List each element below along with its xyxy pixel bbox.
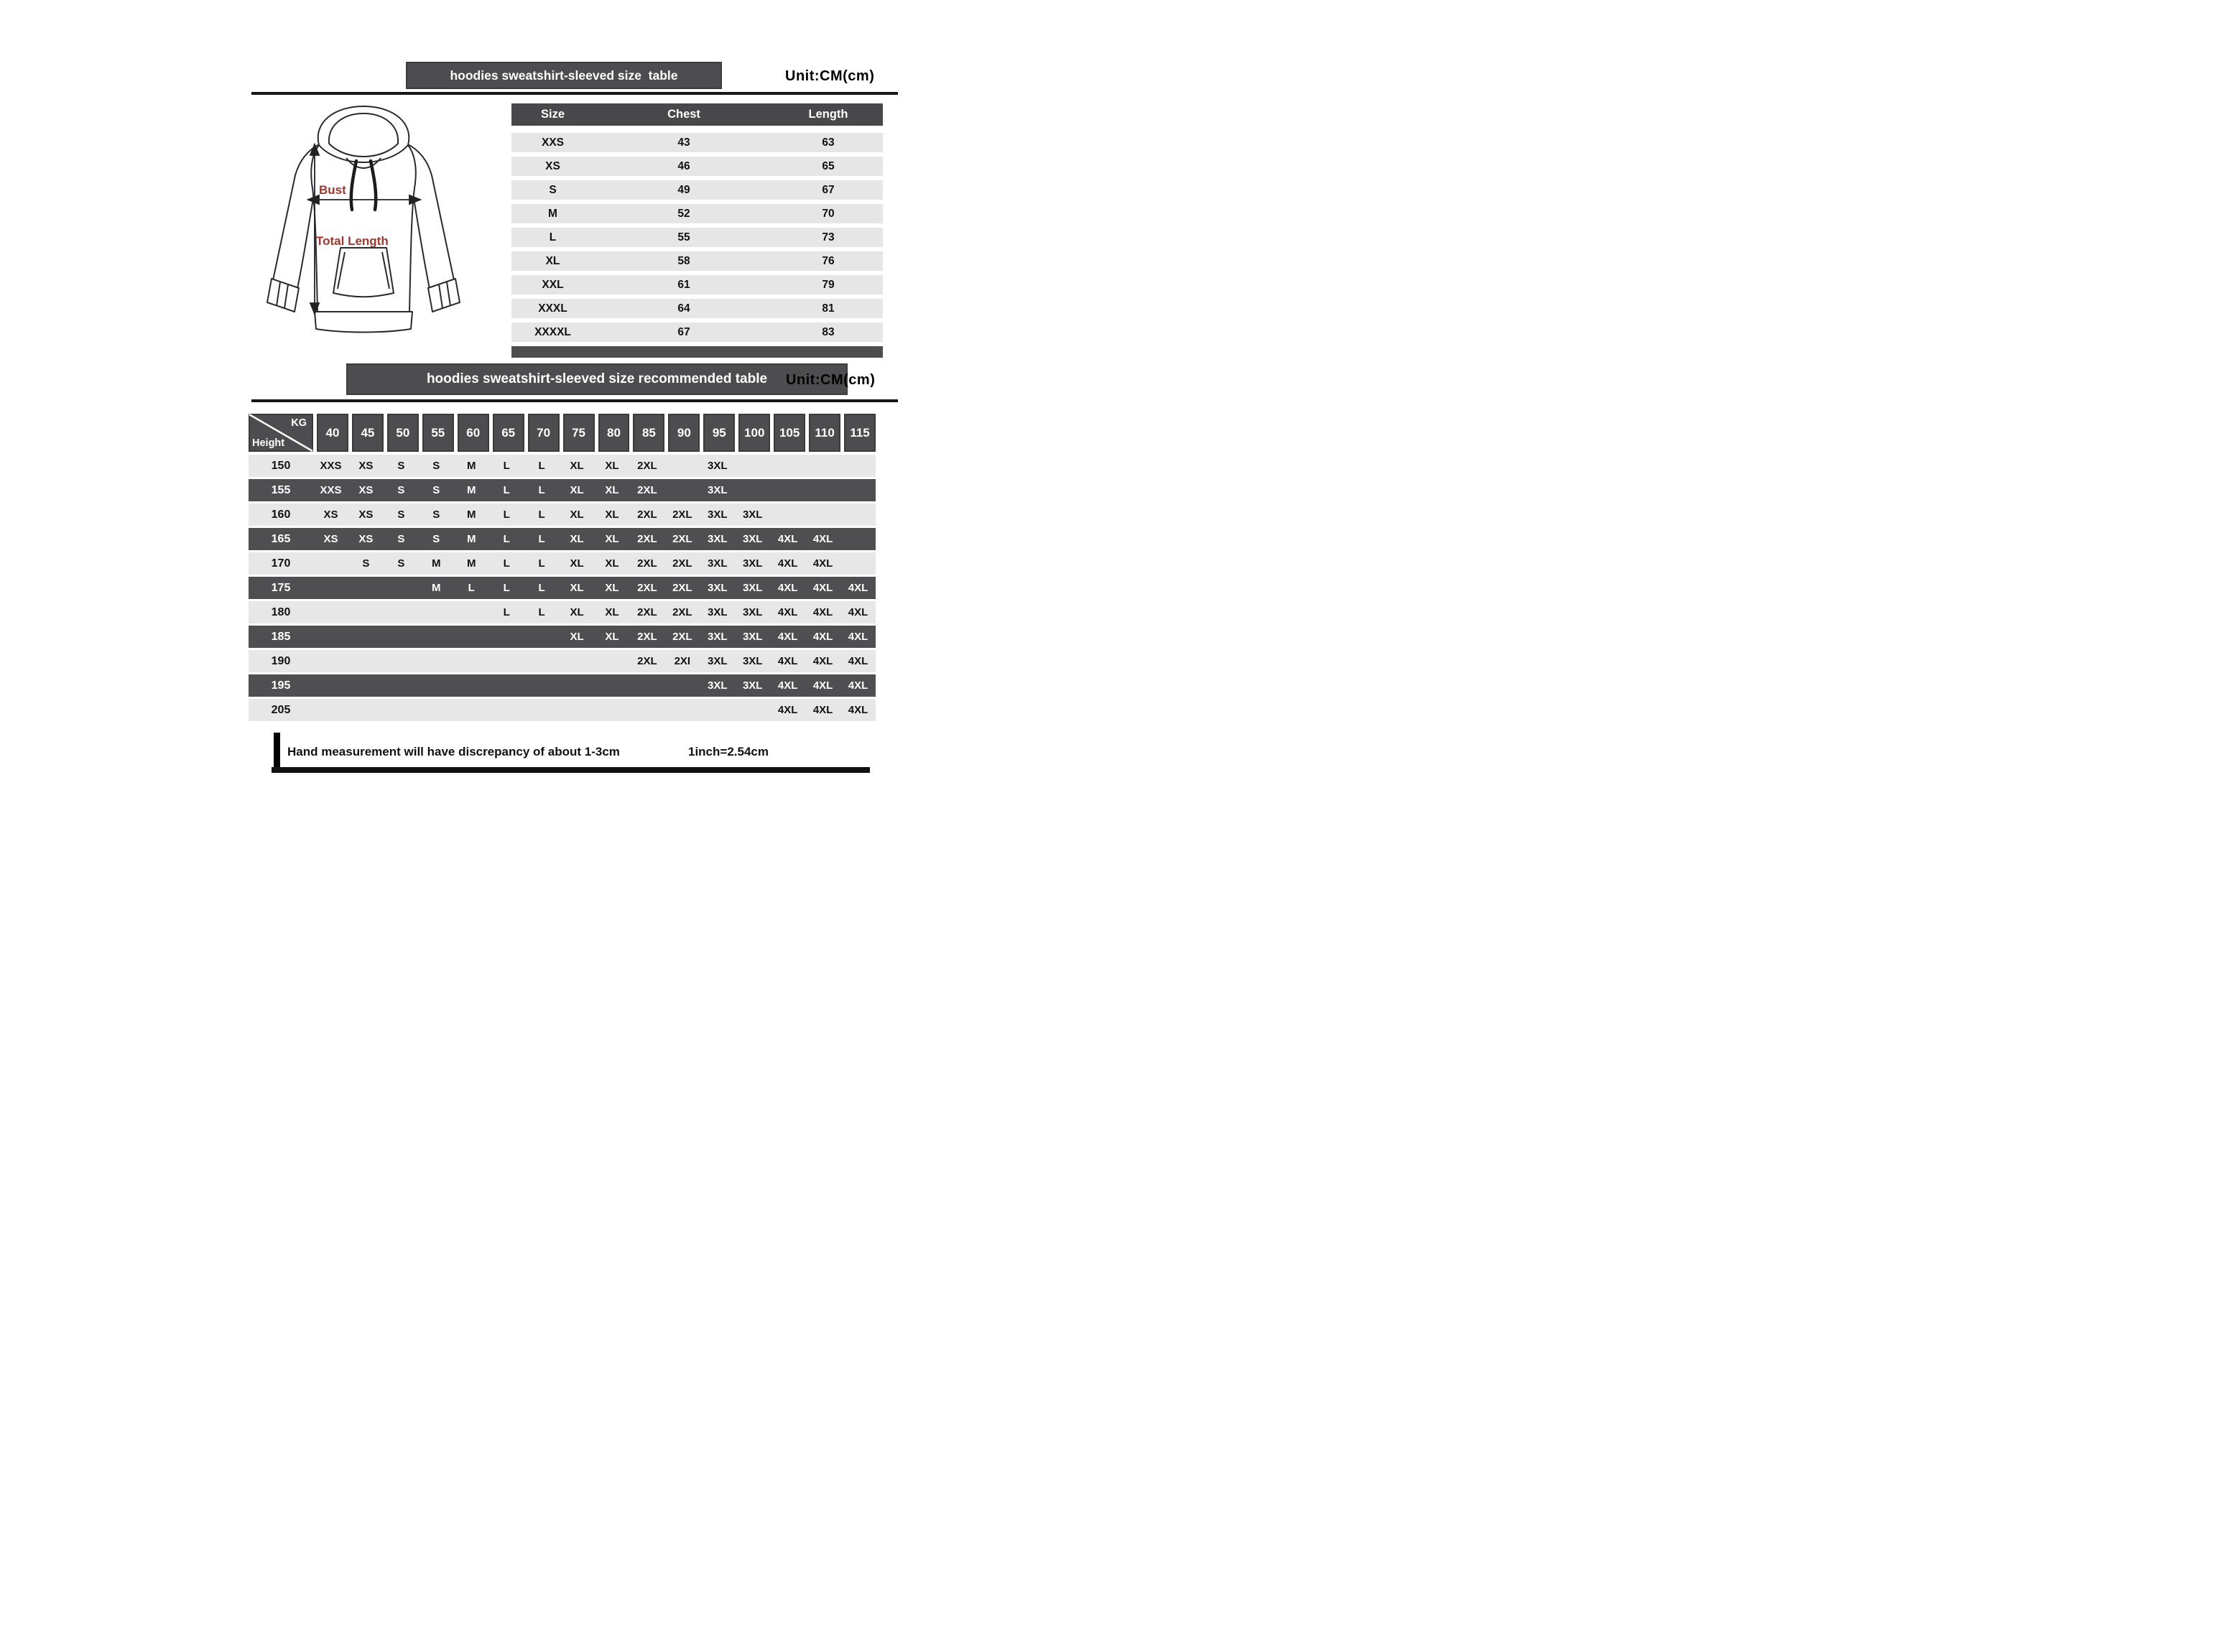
weight-header-90: 90 bbox=[668, 414, 700, 452]
recommended-size-cell: XL bbox=[605, 631, 619, 643]
size-table-row bbox=[511, 322, 883, 342]
size-table-row bbox=[511, 157, 883, 176]
hoodie-drawing bbox=[263, 101, 464, 348]
recommended-size-cell: 4XL bbox=[777, 533, 798, 545]
recommended-size-cell: M bbox=[432, 582, 441, 594]
size-cell: S bbox=[549, 183, 557, 196]
recommended-size-cell: XL bbox=[570, 631, 584, 643]
recommended-size-cell: XL bbox=[605, 460, 619, 472]
recommended-size-cell: 4XL bbox=[777, 606, 798, 618]
recommended-size-cell: L bbox=[538, 606, 545, 618]
recommended-size-cell: XL bbox=[570, 533, 584, 545]
recommended-size-cell: 3XL bbox=[708, 606, 728, 618]
recommended-size-cell: S bbox=[397, 509, 405, 521]
size-table-body bbox=[511, 133, 883, 342]
recommended-size-cell: L bbox=[538, 484, 545, 496]
size-table-header bbox=[511, 103, 883, 126]
height-label: 170 bbox=[271, 557, 291, 570]
chest-cell: 67 bbox=[677, 325, 690, 338]
matrix-row-height-170 bbox=[249, 552, 876, 575]
recommended-size-cell: 3XL bbox=[708, 509, 728, 521]
matrix-corner-cell bbox=[249, 414, 313, 452]
size-cell: L bbox=[549, 231, 557, 243]
recommended-size-cell: L bbox=[503, 460, 510, 472]
recommended-size-cell: S bbox=[432, 460, 440, 472]
recommended-size-cell: 4XL bbox=[848, 582, 868, 594]
recommended-size-cell: 2XL bbox=[637, 631, 657, 643]
recommended-size-cell: XL bbox=[605, 557, 619, 570]
recommended-size-cell: 3XL bbox=[742, 509, 763, 521]
chest-cell: 46 bbox=[677, 159, 690, 172]
size-table-row bbox=[511, 133, 883, 152]
size-cell: XXXXL bbox=[534, 325, 571, 338]
column-header-size: Size bbox=[540, 108, 565, 121]
weight-header-105: 105 bbox=[774, 414, 805, 452]
recommended-size-cell: XXS bbox=[320, 460, 342, 472]
recommended-size-cell: 2XL bbox=[637, 533, 657, 545]
recommended-size-cell: L bbox=[503, 606, 510, 618]
recommended-size-cell: L bbox=[538, 460, 545, 472]
recommended-table-unit: Unit:CM(cm) bbox=[786, 372, 876, 388]
recommended-size-cell: L bbox=[503, 533, 510, 545]
size-cell: XXL bbox=[542, 278, 564, 291]
size-table-row bbox=[511, 275, 883, 294]
recommended-size-cell: 4XL bbox=[812, 533, 833, 545]
recommended-size-cell: 4XL bbox=[812, 704, 833, 716]
length-cell: 76 bbox=[822, 254, 835, 267]
size-table-row bbox=[511, 204, 883, 223]
recommended-size-cell: XXS bbox=[320, 484, 342, 496]
matrix-row-height-160 bbox=[249, 504, 876, 526]
hoodie-hood bbox=[318, 106, 409, 162]
recommended-table-title: hoodies sweatshirt-sleeved size recommended table bbox=[346, 363, 848, 395]
recommended-size-cell: 2XL bbox=[637, 557, 657, 570]
recommended-size-cell: XS bbox=[323, 509, 338, 521]
matrix-row-height-205 bbox=[249, 699, 876, 721]
recommended-size-cell: 3XL bbox=[742, 533, 763, 545]
recommended-size-cell: 3XL bbox=[708, 484, 728, 496]
recommended-size-cell: 2XL bbox=[672, 557, 692, 570]
recommended-size-cell: S bbox=[397, 460, 405, 472]
recommended-size-cell: 4XL bbox=[777, 582, 798, 594]
size-table-unit: Unit:CM(cm) bbox=[785, 68, 875, 84]
chest-cell: 61 bbox=[677, 278, 690, 291]
chest-cell: 49 bbox=[677, 183, 690, 196]
recommended-size-cell: XL bbox=[605, 606, 619, 618]
matrix-row-height-190 bbox=[249, 650, 876, 672]
recommended-size-cell: XL bbox=[570, 484, 584, 496]
weight-header-110: 110 bbox=[809, 414, 840, 452]
recommended-size-cell: XL bbox=[605, 533, 619, 545]
chest-cell: 64 bbox=[677, 302, 690, 315]
matrix-row-height-175 bbox=[249, 577, 876, 599]
recommended-size-cell: XL bbox=[605, 509, 619, 521]
length-cell: 65 bbox=[822, 159, 835, 172]
size-chart-page bbox=[0, 0, 1115, 826]
recommended-size-cell: 2XI bbox=[674, 655, 691, 667]
recommended-size-cell: 2XL bbox=[672, 631, 692, 643]
recommended-size-cell: XL bbox=[570, 557, 584, 570]
recommended-size-cell: 4XL bbox=[777, 655, 798, 667]
corner-height-label: Height bbox=[252, 437, 285, 449]
recommended-size-cell: 2XL bbox=[672, 582, 692, 594]
recommended-size-cell: XS bbox=[358, 460, 374, 472]
size-cell: M bbox=[548, 207, 557, 220]
weight-header-100: 100 bbox=[738, 414, 770, 452]
recommended-size-cell: XS bbox=[358, 533, 374, 545]
recommended-size-cell: 4XL bbox=[777, 557, 798, 570]
size-table-row bbox=[511, 251, 883, 271]
height-label: 160 bbox=[271, 508, 291, 521]
recommended-size-cell: 3XL bbox=[708, 460, 728, 472]
height-label: 190 bbox=[271, 654, 291, 667]
recommended-size-cell: 2XL bbox=[672, 509, 692, 521]
recommended-size-cell: 3XL bbox=[708, 557, 728, 570]
length-cell: 63 bbox=[822, 136, 835, 149]
recommended-size-cell: XL bbox=[570, 582, 584, 594]
recommended-size-cell: L bbox=[503, 484, 510, 496]
recommended-size-cell: 4XL bbox=[777, 679, 798, 692]
recommended-size-cell: S bbox=[432, 484, 440, 496]
weight-header-50: 50 bbox=[387, 414, 419, 452]
recommended-size-cell: L bbox=[503, 557, 510, 570]
recommended-size-cell: 4XL bbox=[777, 631, 798, 643]
recommended-size-cell: 4XL bbox=[848, 631, 868, 643]
recommended-size-cell: 3XL bbox=[742, 557, 763, 570]
recommended-size-cell: 4XL bbox=[812, 606, 833, 618]
weight-header-45: 45 bbox=[352, 414, 384, 452]
weight-header-115: 115 bbox=[844, 414, 876, 452]
weight-header-55: 55 bbox=[422, 414, 454, 452]
recommended-size-cell: L bbox=[503, 509, 510, 521]
height-label: 205 bbox=[271, 703, 291, 716]
recommended-size-cell: L bbox=[538, 582, 545, 594]
corner-kg-label: KG bbox=[291, 417, 307, 429]
recommended-size-cell: XL bbox=[605, 582, 619, 594]
recommended-size-cell: 4XL bbox=[848, 704, 868, 716]
recommended-size-cell: 2XL bbox=[637, 655, 657, 667]
matrix-row-height-155 bbox=[249, 479, 876, 501]
height-label: 150 bbox=[271, 459, 291, 472]
size-table-row bbox=[511, 228, 883, 247]
recommended-size-cell: 2XL bbox=[637, 606, 657, 618]
recommended-size-cell: S bbox=[397, 484, 405, 496]
recommended-size-cell: XL bbox=[570, 509, 584, 521]
recommended-size-cell: S bbox=[362, 557, 370, 570]
chest-cell: 58 bbox=[677, 254, 690, 267]
recommended-size-cell: 4XL bbox=[812, 679, 833, 692]
recommended-size-cell: 3XL bbox=[708, 679, 728, 692]
recommended-size-cell: 4XL bbox=[848, 679, 868, 692]
length-cell: 79 bbox=[822, 278, 835, 291]
size-table-title: hoodies sweatshirt-sleeved size table bbox=[406, 62, 722, 89]
recommended-size-cell: 4XL bbox=[812, 582, 833, 594]
recommended-size-cell: S bbox=[397, 533, 405, 545]
length-cell: 83 bbox=[822, 325, 835, 338]
divider-line bbox=[251, 92, 898, 95]
hoodie-pocket bbox=[333, 248, 394, 297]
matrix-row-height-165 bbox=[249, 528, 876, 550]
size-table-row bbox=[511, 180, 883, 200]
recommended-size-cell: 3XL bbox=[708, 582, 728, 594]
recommended-size-cell: 4XL bbox=[777, 704, 798, 716]
recommended-size-cell: XS bbox=[358, 509, 374, 521]
recommended-size-cell: 3XL bbox=[742, 679, 763, 692]
height-label: 165 bbox=[271, 532, 291, 545]
recommended-size-cell: 2XL bbox=[637, 582, 657, 594]
chest-cell: 52 bbox=[677, 207, 690, 220]
recommended-size-cell: 4XL bbox=[812, 655, 833, 667]
total-length-label: Total Length bbox=[316, 234, 389, 248]
recommended-size-cell: S bbox=[432, 533, 440, 545]
matrix-row-height-180 bbox=[249, 601, 876, 623]
size-cell: XS bbox=[545, 159, 560, 172]
footer-underline bbox=[272, 767, 870, 773]
recommended-size-cell: 2XL bbox=[637, 460, 657, 472]
bust-label: Bust bbox=[319, 183, 346, 197]
weight-header-85: 85 bbox=[633, 414, 664, 452]
recommended-size-cell: S bbox=[432, 509, 440, 521]
weight-header-40: 40 bbox=[317, 414, 348, 452]
recommended-size-cell: 2XL bbox=[637, 509, 657, 521]
recommended-size-cell: 3XL bbox=[708, 533, 728, 545]
recommended-size-cell: XS bbox=[358, 484, 374, 496]
recommended-size-cell: XL bbox=[605, 484, 619, 496]
height-label: 175 bbox=[271, 581, 291, 594]
recommended-size-cell: XS bbox=[323, 533, 338, 545]
divider-line bbox=[251, 399, 898, 402]
matrix-header-row bbox=[249, 414, 876, 452]
recommended-size-cell: 4XL bbox=[812, 631, 833, 643]
weight-header-75: 75 bbox=[563, 414, 595, 452]
recommended-size-cell: 3XL bbox=[708, 631, 728, 643]
recommended-size-cell: 3XL bbox=[742, 655, 763, 667]
recommended-size-cell: 2XL bbox=[637, 484, 657, 496]
matrix-row-height-195 bbox=[249, 674, 876, 697]
recommended-size-cell: M bbox=[466, 557, 476, 570]
chest-cell: 55 bbox=[677, 231, 690, 243]
recommended-matrix bbox=[249, 414, 876, 723]
size-cell: XXXL bbox=[538, 302, 567, 315]
recommended-size-cell: M bbox=[466, 460, 476, 472]
recommended-size-cell: 2XL bbox=[672, 606, 692, 618]
footer-conversion: 1inch=2.54cm bbox=[688, 745, 769, 758]
chest-cell: 43 bbox=[677, 136, 690, 149]
recommended-size-cell: XL bbox=[570, 460, 584, 472]
length-cell: 70 bbox=[822, 207, 835, 220]
height-label: 180 bbox=[271, 605, 291, 618]
recommended-size-cell: 4XL bbox=[848, 606, 868, 618]
matrix-row-height-150 bbox=[249, 455, 876, 477]
recommended-size-cell: M bbox=[466, 484, 476, 496]
recommended-size-cell: 3XL bbox=[708, 655, 728, 667]
recommended-size-cell: 3XL bbox=[742, 631, 763, 643]
hoodie-hem bbox=[315, 312, 412, 333]
size-table-row bbox=[511, 299, 883, 318]
column-header-chest: Chest bbox=[667, 108, 700, 121]
weight-header-80: 80 bbox=[598, 414, 630, 452]
hoodie-diagram bbox=[263, 101, 464, 348]
recommended-size-cell: L bbox=[538, 509, 545, 521]
size-table-footer-bar bbox=[511, 346, 883, 358]
length-cell: 73 bbox=[822, 231, 835, 243]
recommended-size-cell: 3XL bbox=[742, 606, 763, 618]
weight-header-70: 70 bbox=[528, 414, 560, 452]
height-label: 155 bbox=[271, 483, 291, 496]
recommended-size-cell: XL bbox=[570, 606, 584, 618]
recommended-size-cell: 2XL bbox=[672, 533, 692, 545]
column-header-length: Length bbox=[808, 108, 848, 121]
footer-note: Hand measurement will have discrepancy of about 1-3cm bbox=[287, 745, 620, 758]
recommended-size-cell: L bbox=[468, 582, 475, 594]
recommended-size-cell: 4XL bbox=[848, 655, 868, 667]
height-label: 195 bbox=[271, 679, 291, 692]
length-cell: 67 bbox=[822, 183, 835, 196]
matrix-row-height-185 bbox=[249, 626, 876, 648]
recommended-size-cell: 3XL bbox=[742, 582, 763, 594]
recommended-size-cell: 4XL bbox=[812, 557, 833, 570]
recommended-size-cell: L bbox=[503, 582, 510, 594]
weight-header-65: 65 bbox=[493, 414, 524, 452]
size-cell: XL bbox=[545, 254, 560, 267]
weight-header-60: 60 bbox=[458, 414, 489, 452]
height-label: 185 bbox=[271, 630, 291, 643]
recommended-size-cell: S bbox=[397, 557, 405, 570]
size-table bbox=[511, 103, 883, 358]
matrix-body bbox=[249, 455, 876, 721]
length-cell: 81 bbox=[822, 302, 835, 315]
size-cell: XXS bbox=[541, 136, 564, 149]
recommended-size-cell: L bbox=[538, 533, 545, 545]
recommended-size-cell: M bbox=[466, 509, 476, 521]
recommended-size-cell: M bbox=[432, 557, 441, 570]
weight-header-95: 95 bbox=[703, 414, 735, 452]
recommended-size-cell: M bbox=[466, 533, 476, 545]
recommended-size-cell: L bbox=[538, 557, 545, 570]
footer-accent-bar bbox=[274, 733, 280, 769]
